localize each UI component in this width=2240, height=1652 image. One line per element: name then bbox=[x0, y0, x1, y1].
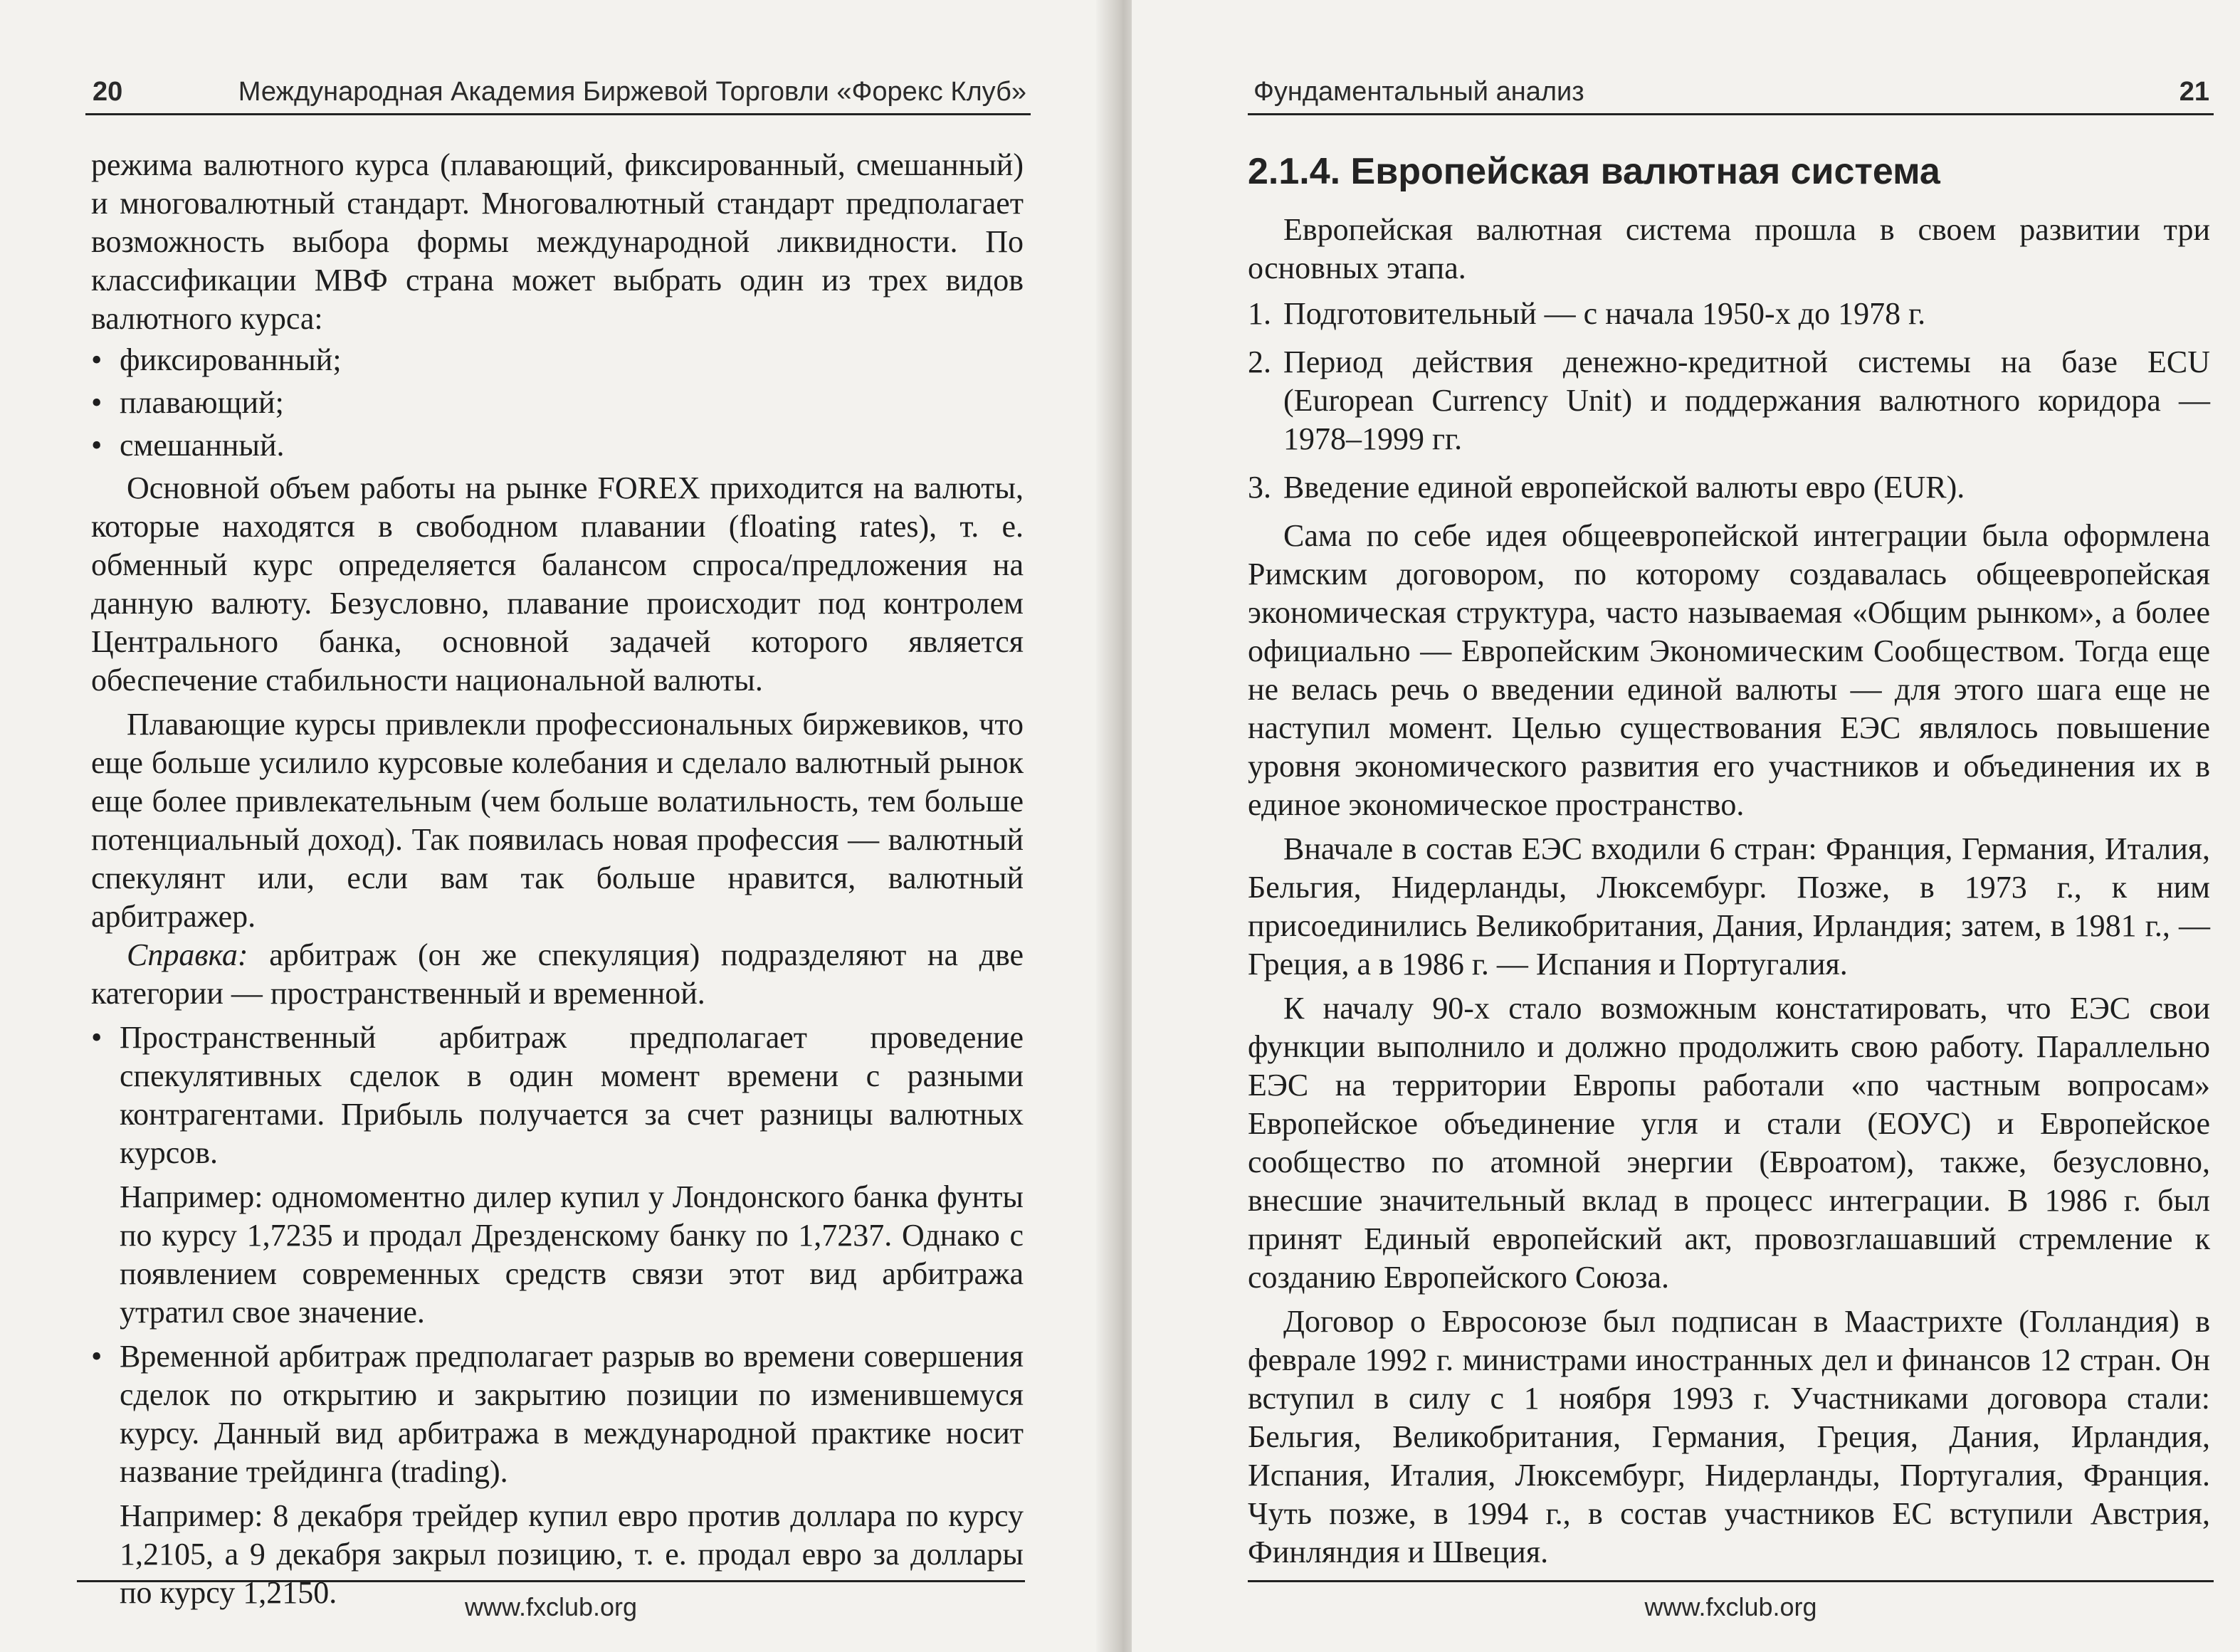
list-item bbox=[1248, 468, 2210, 507]
arbitrage-description: Временной арбитраж предполагает разрыв во времени совершения сделок по открытию и закрытию позиции по изменившемуся курсу. Данный вид арбитража в международной практике носит название трейдинга (trading). bbox=[120, 1339, 1024, 1489]
paragraph: К началу 90-х стало возможным констатировать, что ЕЭС свои функции выполнило и должно продолжить свою работу. Параллельно ЕЭС на территории Европы работали «по частным вопросам» Европейское объединение угля и стали (ЕОУС) и Европейское сообщество по атомной энергии (Евроатом), также, безусловно, внесшие значительный вклад в процесс интеграции. В 1986 г. был принят Единый европейский акт, провозглашавший стремление к созданию Европейского Союза. bbox=[1248, 991, 2210, 1295]
stages-list bbox=[1248, 295, 2210, 507]
reference-text: арбитраж (он же спекуляция) подразделяют на две категории — пространственный и временной. bbox=[91, 937, 1024, 1011]
footer-url: www.fxclub.org bbox=[1644, 1592, 1817, 1621]
bullet-icon: • bbox=[91, 1020, 102, 1055]
arbitrage-item-spatial bbox=[91, 1019, 1024, 1332]
arbitrage-item-temporal bbox=[91, 1337, 1024, 1612]
ems-intro-paragraph: Европейская валютная система прошла в своем развитии три основных этапа. bbox=[1248, 212, 2210, 285]
left-page bbox=[0, 0, 1110, 1652]
reference-paragraph bbox=[91, 936, 1024, 1013]
right-page-body bbox=[1248, 149, 2210, 1572]
right-page-header bbox=[1248, 73, 2214, 115]
arbitrage-description: Пространственный арбитраж предполагает проведение спекулятивных сделок в один момент времени с разными контрагентами. Прибыль получается за счет разницы валютных курсов. bbox=[120, 1020, 1024, 1170]
paragraph: Вначале в состав ЕЭС входили 6 стран: Франция, Германия, Италия, Бельгия, Нидерланды, Люксембург. Позже, в 1973 г., к ним присоединились Великобритания, Дания, Ирландия; затем, в 1981 г., — Греция, а в 1986 г. — Испания и Португалия. bbox=[1248, 831, 2210, 982]
bullet-icon: • bbox=[91, 1339, 102, 1374]
arbitrage-example: Например: одномоментно дилер купил у Лондонского банка фунты по курсу 1,7235 и продал Дрезденскому банку по 1,7237. Однако с появлением современных средств связи этот вид арбитража утратил свое значение. bbox=[120, 1179, 1024, 1330]
list-item: • плавающий; bbox=[91, 384, 1024, 422]
stage-text: Подготовительный — с начала 1950-х до 1978 г. bbox=[1283, 296, 1926, 331]
footer-url: www.fxclub.org bbox=[464, 1592, 638, 1621]
right-page-number: 21 bbox=[2179, 77, 2209, 107]
forex-paragraph: Основной объем работы на рынке FOREX приходится на валюты, которые находятся в свободном плавании (floating rates), т. е. обменный курс определяется балансом спроса/предложения на данную валюту. Безусловно, плавание происходит под контролем Центрального банка, основной задачей которого является обеспечение стабильности национальной валюты. bbox=[91, 470, 1024, 698]
left-running-title: Международная Академия Биржевой Торговли «Форекс Клуб» bbox=[238, 77, 1026, 107]
list-item bbox=[1248, 295, 2210, 333]
floating-rates-paragraph: Плавающие курсы привлекли профессиональных биржевиков, что еще больше усилило курсовые колебания и сделало валютный рынок еще более привлекательным (чем больше волатильность, тем больше потенциальный доход). Так появилась новая профессия — валютный спекулянт или, если вам так больше нравится, валютный арбитражер. bbox=[91, 707, 1024, 934]
stage-text: Период действия денежно-кредитной системы на базе ECU (European Currency Unit) и поддержания валютного коридора — 1978–1999 гг. bbox=[1283, 344, 2210, 456]
stage-number: 1. bbox=[1248, 296, 1271, 331]
intro-paragraph: режима валютного курса (плавающий, фиксированный, смешанный) и многовалютный стандарт. Многовалютный стандарт предполагает возможность выбора формы международной ликвидности. По классификации МВФ страна может выбрать один из трех видов валютного курса: bbox=[91, 147, 1024, 336]
list-item: • фиксированный; bbox=[91, 341, 1024, 379]
list-item: • смешанный. bbox=[91, 426, 1024, 465]
left-page-header bbox=[85, 73, 1031, 115]
arbitrage-example: Например: 8 декабря трейдер купил евро против доллара по курсу 1,2105, а 9 декабря закрыл позицию, т. е. продал евро за доллары по курсу 1,2150. bbox=[120, 1498, 1024, 1610]
left-page-footer bbox=[77, 1580, 1025, 1637]
reference-label: Справка: bbox=[127, 937, 248, 972]
left-page-body bbox=[91, 146, 1024, 1612]
right-page-footer bbox=[1248, 1580, 2214, 1637]
right-page bbox=[1132, 0, 2240, 1652]
stage-number: 2. bbox=[1248, 344, 1271, 379]
paragraph: Сама по себе идея общеевропейской интеграции была оформлена Римским договором, по которому создавалась общеевропейская экономическая структура, часто называемая «Общим рынком», а более официально — Европейским Экономическим Сообществом. Тогда еще не велась речь о введении единой валюты — для этого шага еще не наступил момент. Целью существования ЕЭС являлось повышение уровня экономического развития его участников и объединения их в единое экономическое пространство. bbox=[1248, 518, 2210, 822]
paragraph: Договор о Евросоюзе был подписан в Маастрихте (Голландия) в феврале 1992 г. министрами иностранных дел и финансов 12 стран. Он вступил в силу с 1 ноября 1993 г. Участниками договора стали: Бельгия, Великобритания, Германия, Греция, Дания, Ирландия, Испания, Италия, Люксембург, Нидерланды, Португалия, Франция. Чуть позже, в 1994 г., в состав участников ЕС вступили Австрия, Финляндия и Швеция. bbox=[1248, 1304, 2210, 1569]
stage-number: 3. bbox=[1248, 470, 1271, 505]
list-item bbox=[1248, 343, 2210, 458]
section-title: 2.1.4. Европейская валютная система bbox=[1248, 151, 1940, 192]
rate-types-list bbox=[91, 341, 1024, 465]
left-page-number: 20 bbox=[93, 77, 123, 107]
right-running-title: Фундаментальный анализ bbox=[1253, 77, 1584, 107]
stage-text: Введение единой европейской валюты евро (EUR). bbox=[1283, 470, 1965, 505]
